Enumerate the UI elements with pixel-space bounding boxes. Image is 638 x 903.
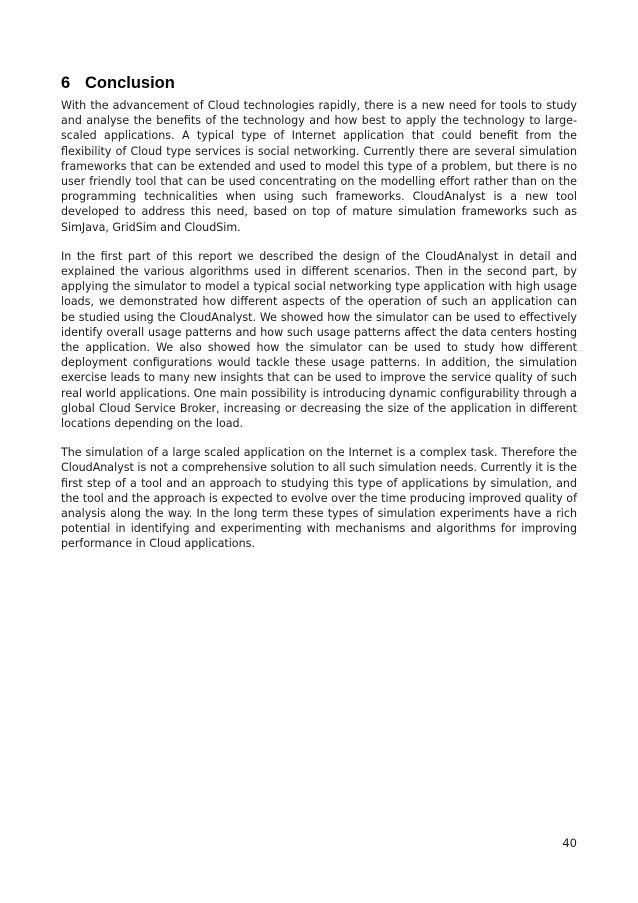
section-title: Conclusion — [85, 74, 175, 92]
document-page — [61, 73, 577, 566]
section-heading — [61, 73, 577, 93]
paragraph-3: The simulation of a large scaled application on the Internet is a complex task. Therefore the CloudAnalyst is not a comprehensive solution to all such simulation needs. Currently it is the first step of a tool and an approach to studying this type of applications by simulation, and the tool and the approach is expected to evolve over the time producing improved quality of analysis along the way. In the long term these types of simulation experiments have a rich potential in identifying and experimenting with mechanisms and algorithms for improving performance in Cloud applications. — [61, 446, 577, 551]
paragraph-2: In the first part of this report we described the design of the CloudAnalyst in detail and explained the various algorithms used in different scenarios. Then in the second part, by applying the simulator to model a typical social networking type application with high usage loads, we demonstrated how different aspects of the operation of such an application can be studied using the CloudAnalyst. We showed how the simulator can be used to effectively identify overall usage patterns and how such usage patterns affect the data centers hosting the application. We also showed how the simulator can be used to study how different deployment configurations would tackle these usage patterns. In addition, the simulation exercise leads to many new insights that can be used to improve the service quality of such real world applications. One main possibility is introducing dynamic configurability through a global Cloud Service Broker, increasing or decreasing the size of the application in different locations depending on the load. — [61, 249, 577, 431]
section-number: 6 — [61, 74, 71, 92]
paragraph-1: With the advancement of Cloud technologies rapidly, there is a new need for tools to study and analyse the benefits of the technology and how best to apply the technology to large-scaled applications. A typical type of Internet application that could benefit from the flexibility of Cloud type services is social networking. Currently there are several simulation frameworks that can be extended and used to model this type of a problem, but there is no user friendly tool that can be used concentrating on the modelling effort rather than on the programming technicalities when using such frameworks. CloudAnalyst is a new tool developed to address this need, based on top of mature simulation frameworks such as SimJava, GridSim and CloudSim. — [61, 99, 577, 234]
page-number: 40 — [562, 836, 577, 850]
